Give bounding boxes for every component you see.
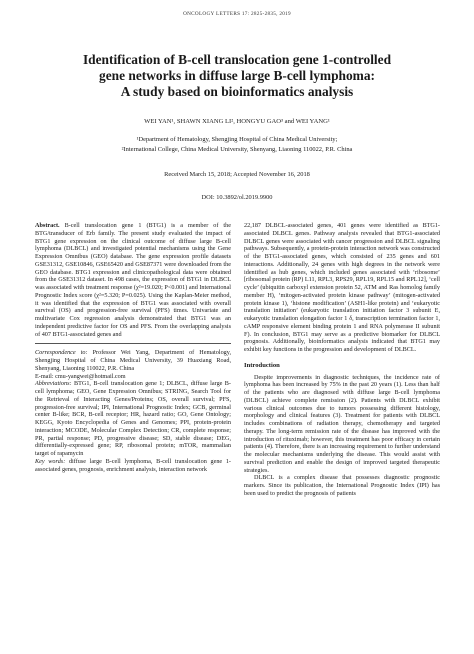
left-column: [35, 222, 231, 473]
author-list: WEI YAN¹, SHAWN XIANG LI², HONGYU GAO³ and WEI YANG¹: [144, 118, 330, 125]
keywords-text: diffuse large B-cell lymphoma, B-cell translocation gene 1-associated genes, prognosis, enrichment analysis, interaction network: [35, 457, 231, 473]
abbreviations-note: [35, 380, 231, 458]
intro-paragraph: Despite improvements in diagnostic techniques, the incidence rate of lymphoma has been increased by 75% in the past 20 years (1). Less than half of the patients who are diagnosed with diffuse large B-cell lymphoma (DLBCL) achieve complete remission (2). Patients with DLBCL exhibit various clinical outcomes due to tumors possessing different histology, morphology and clinical features (3). Treatment for patients with DLBCL includes combinations of radiation therapy, chemotherapy and targeted therapy. The long-term remission rate of the disease has improved with the introduction of rituximab; however, this treatment has poor efficacy in certain patients (4). Therefore, there is an increasing requirement to further understand the molecular mechanisms underlying the disease. This would assist with survival prediction and enable the design of improved targeted therapeutic strategies.: [244, 373, 440, 474]
right-column: [244, 222, 440, 498]
abbreviations-text: BTG1, B-cell translocation gene 1; DLBCL, diffuse large B-cell lymphoma; GEO, Gene Expression Omnibus; STRING, Search Tool for the Retrieval of Interacting Genes/Proteins; OS, overall survival; PFS, progression-free survival; IPI, International Prognostic Index; GCB, germinal center B-like; BCR, B-cell receptor; HR, hazard ratio; GO, Gene Ontology; KEGG, Kyoto Encyclopedia of Genes and Genomes; PPI, protein-protein interaction; MCODE, Molecular Complex Detection; CR, complete response; PR, partial response; PD, progressive disease; SD, stable disease; DEG, differentially-expressed gene; RP, ribosomal protein; mTOR, mammalian target of rapamycin: [35, 380, 231, 457]
abbreviations-label: Abbreviations:: [35, 380, 72, 388]
abstract-paragraph: [35, 222, 231, 338]
doi-line: DOI: 10.3892/ol.2019.9900: [201, 194, 273, 201]
title-line: A study based on bioinformatics analysis: [120, 84, 354, 99]
keywords-label: Key words:: [35, 457, 66, 465]
title-line: Identification of B-cell translocation gene 1-controlled: [82, 52, 392, 67]
keywords-note: [35, 458, 231, 474]
correspondence-email: E-mail: cmu-yangwei@hotmail.com: [35, 372, 126, 380]
footnote-divider: [35, 343, 231, 344]
abstract-text: B-cell translocation gene 1 (BTG1) is a member of the BTG/transducer of Erb family. The present study evaluated the impact of BTG1 gene expression on the clinical outcome of diffuse large B-cell lymphoma (DLBCL) and investigated potential mechanisms using the Gene Expression Omnibus (GEO) database. The gene expression profile datasets GSE31312, GSE10846, GSE65420 and GSE87371 were downloaded from the GEO database. BTG1 expression and clinicopathological data were obtained from the GSE31312 dataset. In 498 cases, the expression of BTG1 in DLBCL was associated with treatment response (χ²=19.020; P<0.001) and International Prognostic Index score (χ²=5.320; P=0.025). Using the Kaplan-Meier method, it was identified that the expression of BTG1 was associated with overall survival (OS) and progression-free survival (PFS) times. Univariate and multivariate Cox regression analysis demonstrated that BTG1 was an independent predictive factor for OS and PFS. From the overlapping analysis of 407 BTG1-associated genes and: [35, 222, 231, 338]
abstract-label: Abstract.: [35, 222, 60, 229]
running-header: ONCOLOGY LETTERS 17: 2825-2835, 2019: [183, 11, 291, 17]
abstract-continued: 22,187 DLBCL-associated genes, 401 genes were identified as BTG1-associated DLBCL genes. Pathway analysis revealed that BTG1-associated DLBCL genes were associated with cancer progression and DLBCL signaling pathways. Subsequently, a protein-protein interaction network was constructed of the BTG1-associated genes, which consisted of 235 genes and 601 interactions. Additionally, 24 genes with high degrees in the network were identified as hub genes, which included genes associated with ‘ribosome’ [ribosomal protein (RP) L11, RPL3, RPS29, RPL19, RPL15 and RPL12], ‘cell cycle’ (ubiquitin carboxyl extension protein 52, ATM and Ras homolog family member H), ‘mitogen-activated protein kinase pathway’ (mitogen-activated protein kinase 1), ‘histone modification’ (ASH1-like protein) and ‘eukaryotic translation initiation’ (eukaryotic translation initiation factor 3 subunit E, eukaryotic translation elongation factor 1 δ, transcription termination factor 1, cAMP responsive element binding protein 1 and RNA polymerase II subunit F). In conclusion, BTG1 may serve as a predictive biomarker for DLBCL prognosis. Additionally, bioinformatics analysis indicated that BTG1 may exhibit key functions in the progression and development of DLBCL.: [244, 222, 440, 353]
correspondence-label: Correspondence to:: [35, 349, 88, 357]
affiliation-1: ¹Department of Hematology, Shengjing Hospital of China Medical University;: [136, 136, 338, 143]
intro-paragraph: DLBCL is a complex disease that possesses diagnostic prognostic markers. Since its publication, the International Prognostic Index (IPI) has been used to predict the prognosis of patients: [244, 474, 440, 497]
correspondence-note: [35, 349, 231, 380]
received-accepted-dates: Received March 15, 2018; Accepted November 16, 2018: [164, 171, 310, 178]
correspondence-text: Professor Wei Yang, Department of Hematology, Shengjing Hospital of China Medical University, 39 Huaxiang Road, Shenyang, Liaoning 110022, P.R. China: [35, 349, 232, 372]
affiliation-2: ²International College, China Medical University, Shenyang, Liaoning 110022, P.R. China: [121, 146, 353, 153]
title-line: gene networks in diffuse large B-cell lymphoma:: [99, 68, 375, 83]
introduction-heading: Introduction: [244, 361, 280, 369]
paper-title: [40, 52, 434, 100]
